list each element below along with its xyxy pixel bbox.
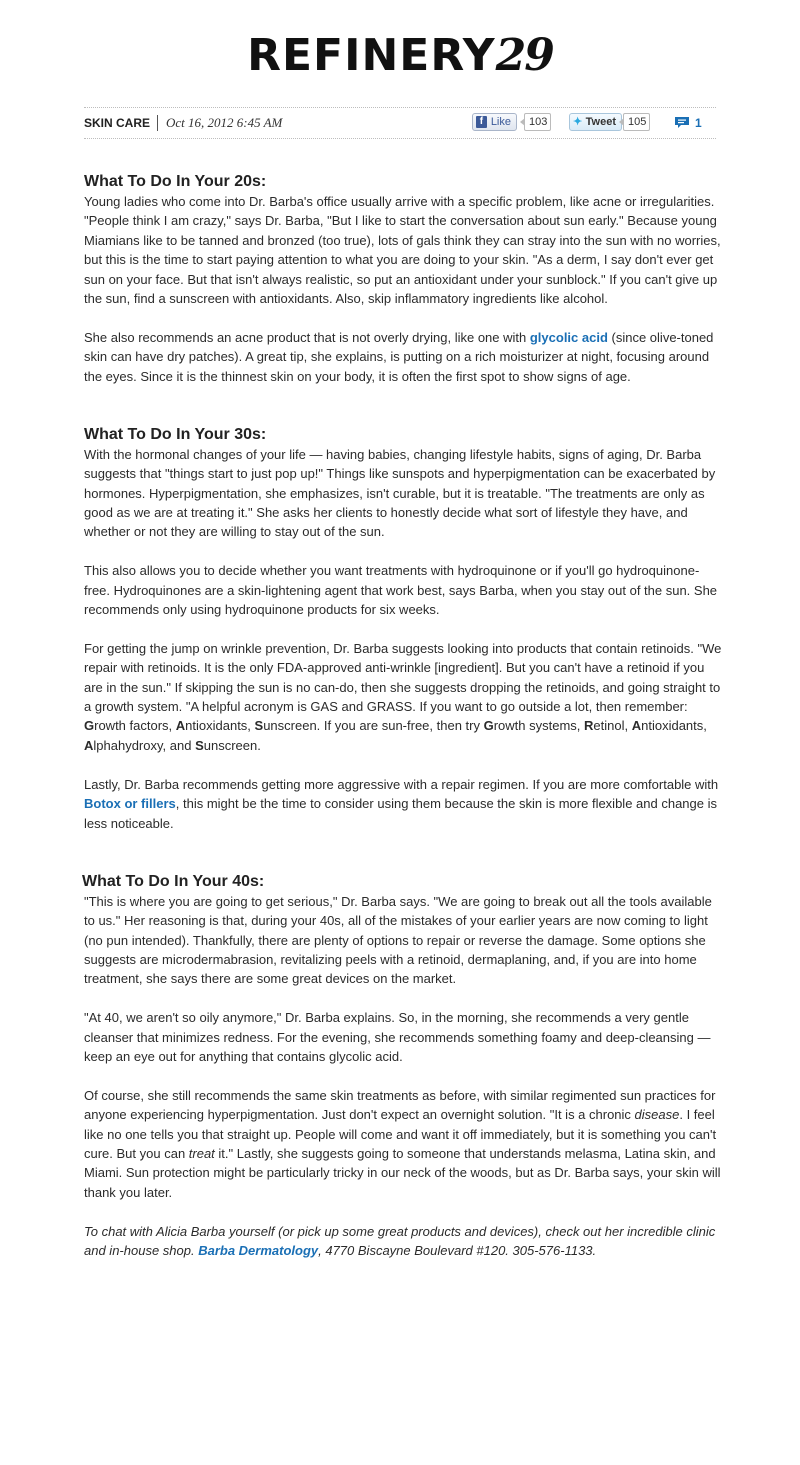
logo-number: 29 bbox=[495, 30, 553, 81]
paragraph-30s-1: With the hormonal changes of your life — having babies, changing lifestyle habits, signs of aging, Dr. Barba suggests that "things start to just pop up!" Things like sunspots and hyperpigmentation can be exacerbated by hormones. Hyperpigmentation, she emphasizes, isn't curable, but it is treatable. "The treatments are only as good as we are at treating it." She asks her clients to honestly decide what sort of lifestyle they have, and whether or not they are willing to stay out of the sun. bbox=[84, 446, 716, 540]
paragraph-30s-2: This also allows you to decide whether you want treatments with hydroquinone or if you'll go hydroquinone-free. Hydroquinones are a skin-lightening agent that work best, says Barba, when you stay out of the sun. She recommends only using hydroquinone products for six weeks. bbox=[84, 563, 718, 618]
paragraph-20s-1: Young ladies who come into Dr. Barba's office usually arrive with a specific problem, like acne or irregularities. "People think I am crazy," says Dr. Barba, "But I like to start the conversation about sun early." Because young Miamians like to be tanned and bronzed (too true), lots of gals think they can stray into the sun with no worries, but this is the time to start paying attention to what you are doing to your skin. "As a derm, I say don't ever get sun on your face. But that isn't always realistic, so put an antioxidant under your sunblock." If you can't give up the sun, find a sunscreen with antioxidants. Also, skip inflammatory ingredients like alcohol. bbox=[84, 194, 721, 307]
meta-divider bbox=[157, 115, 158, 131]
category-link[interactable]: SKIN CARE bbox=[84, 116, 151, 130]
paragraph-30s-3: For getting the jump on wrinkle prevention, Dr. Barba suggests looking into products that contain retinoids. "We repair with retinoids. It is the only FDA-approved anti-wrinkle [ingredient]. But you can't have a retinoid if you are in the sun." If skipping the sun is no can-do, then she suggests dropping the retinoids, and going straight to a growth system. "A helpful acronym is GAS and GRASS. If you want to go outside a lot, then remember: Growth factors, Antioxidants, Sunscreen. If you are sun-free, then try Growth systems, Retinol, Antioxidants, Alphahydroxy, and Sunscreen. bbox=[84, 640, 722, 753]
footer-note: To chat with Alicia Barba yourself (or pick up some great products and devices), check out her incredible clinic and in-house shop. Barba Dermatology, 4770 Biscayne Boulevard #120. 305-576-1133. bbox=[84, 1223, 716, 1258]
barba-dermatology-link[interactable]: Barba Dermatology bbox=[198, 1242, 319, 1258]
facebook-icon: f bbox=[476, 116, 487, 128]
section-heading-40s: What To Do In Your 40s: bbox=[82, 872, 265, 890]
article-body bbox=[84, 172, 724, 1260]
paragraph-20s-2: She also recommends an acne product that is not overly drying, like one with glycolic acid (since olive-toned skin can have dry patches). A great tip, she explains, is putting on a rich moisturizer at night, focusing around the eyes. Since it is the thinnest skin on your body, it is often the first spot to show signs of age. bbox=[84, 329, 714, 384]
logo-text: REFINERY bbox=[247, 30, 496, 81]
like-count: 103 bbox=[524, 113, 551, 131]
tweet-label: Tweet bbox=[585, 116, 616, 128]
paragraph-40s-2: "At 40, we aren't so oily anymore," Dr. Barba explains. So, in the morning, she recommends a very gentle cleanser that minimizes redness. For the evening, she recommends something foamy and deep-cleansing — keep an eye out for anything that contains glycolic acid. bbox=[84, 1010, 711, 1064]
publish-date: Oct 16, 2012 6:45 AM bbox=[166, 115, 283, 130]
like-label: Like bbox=[490, 116, 511, 128]
twitter-bird-icon: ✦ bbox=[573, 115, 583, 128]
section-heading-20s: What To Do In Your 20s: bbox=[84, 173, 267, 190]
tweet-button[interactable] bbox=[569, 113, 622, 131]
paragraph-40s-3: Of course, she still recommends the same skin treatments as before, with similar regimented sun practices for anyone experiencing hyperpigmentation. Just don't expect an overnight solution. "It is a chronic disease. I feel like no one tells you that straight up. People will come and want it off immediately, but it is something you can't cure. But you can treat it." Lastly, she suggests going to someone that understands melasma, Latina skin, and Miami. Sun protection might be particularly tricky in our neck of the woods, but as Dr. Barba says, your skin will thank you later. bbox=[84, 1087, 721, 1200]
section-heading-30s: What To Do In Your 30s: bbox=[84, 425, 267, 443]
paragraph-40s-1: "This is where you are going to get serious," Dr. Barba says. "We are going to break out all the tools available to us." Her reasoning is that, during your 40s, all of the mistakes of your earlier years are now coming to light (no pun intended). Thankfully, there are plenty of options to repair or reverse the damage. Some options she suggests are microdermabrasion, revitalizing peels with a retinoid, dermaplaning, and, if you are into home treatment, she says there are some great devices on the market. bbox=[84, 893, 712, 987]
botox-fillers-link[interactable]: Botox or fillers bbox=[84, 796, 176, 812]
tweet-count: 105 bbox=[623, 113, 650, 131]
comment-bubble-icon[interactable] bbox=[674, 116, 690, 129]
facebook-like-button[interactable] bbox=[472, 113, 517, 131]
glycolic-acid-link[interactable]: glycolic acid bbox=[529, 329, 608, 345]
paragraph-30s-4: Lastly, Dr. Barba recommends getting more aggressive with a repair regimen. If you are more comfortable with Botox or fillers, this might be the time to consider using them because the skin is more flexible and change is less noticeable. bbox=[84, 776, 719, 831]
article-meta-bar bbox=[84, 107, 716, 139]
comment-count[interactable]: 1 bbox=[695, 116, 702, 130]
site-logo[interactable] bbox=[0, 30, 800, 81]
